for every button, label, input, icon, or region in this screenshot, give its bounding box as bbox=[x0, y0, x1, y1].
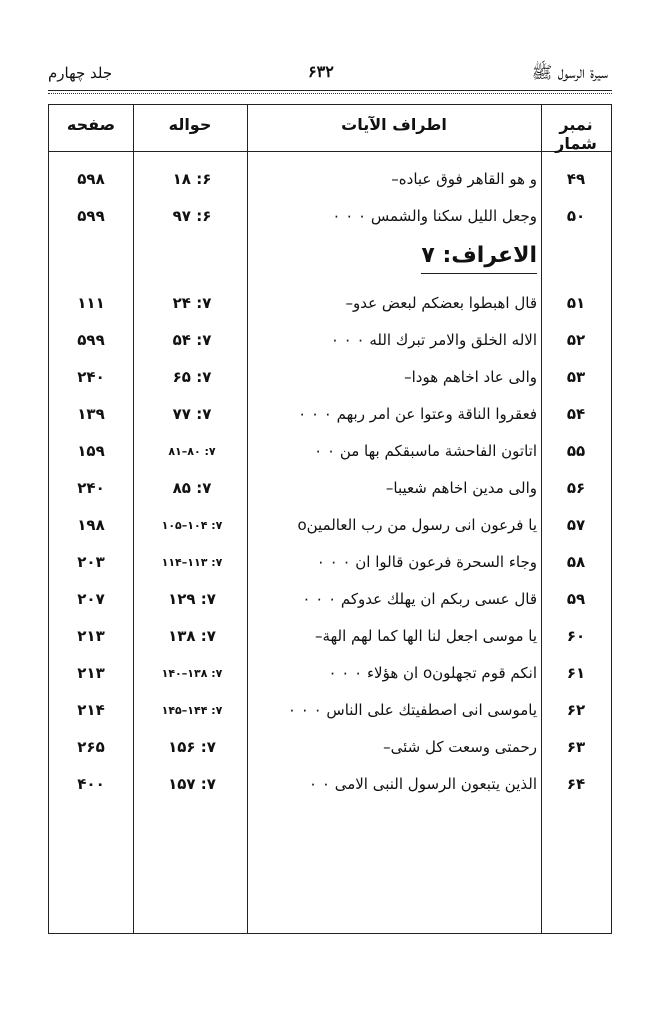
row-verse: فعقروا الناقة وعتوا عن امر ربهم ۰ ۰ ۰ bbox=[298, 405, 537, 423]
column-header-page: صفحه bbox=[66, 115, 116, 134]
row-verse: الذین یتبعون الرسول النبی الامی ۰ ۰ bbox=[309, 775, 537, 793]
table-row bbox=[49, 729, 611, 766]
row-verse: وجاء السحرة فرعون قالوا ان ۰ ۰ ۰ bbox=[316, 553, 537, 571]
row-reference: ۱۴۵–۱۴۴ :۷ bbox=[161, 704, 223, 717]
row-serial: ۵۷ bbox=[566, 516, 586, 534]
row-page: ۴۰۰ bbox=[77, 775, 105, 793]
row-reference: ۸۵ :۷ bbox=[172, 479, 212, 497]
table-row bbox=[49, 766, 611, 803]
table-row bbox=[49, 161, 611, 198]
row-verse: والی مدین اخاهم شعیبا– bbox=[385, 479, 537, 497]
row-page: ۵۹۹ bbox=[77, 331, 105, 349]
row-verse: یا فرعون انی رسول من رب العالمینo bbox=[297, 516, 537, 534]
row-page: ۲۱۳ bbox=[77, 627, 105, 645]
row-reference: ۸۱–۸۰ :۷ bbox=[168, 445, 216, 458]
row-page: ۲۰۳ bbox=[77, 553, 105, 571]
row-reference: ۹۷ :۶ bbox=[172, 207, 212, 225]
table-row bbox=[49, 692, 611, 729]
row-reference: ۱۵۷ :۷ bbox=[168, 775, 216, 793]
row-page: ۵۹۹ bbox=[77, 207, 105, 225]
column-header-verse: اطراف الآیات bbox=[341, 115, 447, 134]
row-verse: انکم قوم تجهلونo ان هؤلاء ۰ ۰ ۰ bbox=[328, 664, 537, 682]
row-serial: ۵۶ bbox=[566, 479, 586, 497]
row-serial: ۶۴ bbox=[566, 775, 586, 793]
row-page: ۲۰۷ bbox=[77, 590, 105, 608]
row-page: ۱۹۸ bbox=[77, 516, 105, 534]
row-reference: ۱۱۴–۱۱۳ :۷ bbox=[161, 556, 223, 569]
row-page: ۱۵۹ bbox=[77, 442, 105, 460]
book-title: سیرة الرسول ﷺ bbox=[531, 63, 608, 83]
row-page: ۲۶۵ bbox=[77, 738, 105, 756]
row-verse: قال اهبطوا بعضکم لبعض عدو– bbox=[345, 294, 537, 312]
page-header bbox=[48, 58, 612, 91]
row-serial: ۵۸ bbox=[566, 553, 586, 571]
section-title: الاعراف: ۷ bbox=[421, 241, 537, 274]
row-page: ۱۳۹ bbox=[77, 405, 105, 423]
row-reference: ۱۴۰–۱۳۸ :۷ bbox=[161, 667, 223, 680]
row-verse: وجعل اللیل سکنا والشمس ۰ ۰ ۰ bbox=[332, 207, 537, 225]
column-header-serial: نمبر شمار bbox=[555, 115, 597, 153]
table-row bbox=[49, 285, 611, 322]
table-row bbox=[49, 470, 611, 507]
row-verse: الاله الخلق والامر تبرك الله ۰ ۰ ۰ bbox=[330, 331, 537, 349]
row-serial: ۵۰ bbox=[566, 207, 586, 225]
row-reference: ۵۴ :۷ bbox=[172, 331, 212, 349]
row-serial: ۶۲ bbox=[566, 701, 586, 719]
table-row bbox=[49, 655, 611, 692]
row-reference: ۱۸ :۶ bbox=[172, 170, 212, 188]
table-row bbox=[49, 322, 611, 359]
table-row bbox=[49, 581, 611, 618]
page-number: ۶۳۲ bbox=[308, 62, 334, 81]
row-verse: والی عاد اخاهم هودا– bbox=[404, 368, 537, 386]
table-row bbox=[49, 396, 611, 433]
row-reference: ۲۴ :۷ bbox=[172, 294, 212, 312]
row-page: ۲۱۴ bbox=[77, 701, 105, 719]
row-verse: یا موسی اجعل لنا الها کما لهم الهة– bbox=[315, 627, 537, 645]
row-verse: اتاتون الفاحشة ماسبقکم بها من ۰ ۰ bbox=[314, 442, 537, 460]
table-row bbox=[49, 359, 611, 396]
table-row bbox=[49, 198, 611, 235]
row-serial: ۵۳ bbox=[566, 368, 586, 386]
row-page: ۵۹۸ bbox=[77, 170, 105, 188]
volume-label: جلد چهارم bbox=[48, 64, 113, 82]
table-row bbox=[49, 507, 611, 544]
row-serial: ۵۴ bbox=[566, 405, 586, 423]
row-verse: یاموسی انی اصطفیتك علی الناس ۰ ۰ ۰ bbox=[287, 701, 537, 719]
row-serial: ۶۳ bbox=[566, 738, 586, 756]
index-table bbox=[48, 104, 612, 934]
row-page: ۲۱۳ bbox=[77, 664, 105, 682]
row-reference: ۱۲۹ :۷ bbox=[168, 590, 216, 608]
header-row-divider bbox=[49, 151, 611, 152]
row-serial: ۴۹ bbox=[566, 170, 586, 188]
column-header-reference: حواله bbox=[168, 115, 212, 134]
table-row bbox=[49, 618, 611, 655]
row-page: ۲۴۰ bbox=[77, 479, 105, 497]
row-serial: ۵۲ bbox=[566, 331, 586, 349]
row-reference: ۶۵ :۷ bbox=[172, 368, 212, 386]
row-serial: ۵۱ bbox=[566, 294, 586, 312]
row-reference: ۷۷ :۷ bbox=[172, 405, 212, 423]
table-row bbox=[49, 433, 611, 470]
row-verse: و هو القاهر فوق عباده– bbox=[391, 170, 537, 188]
row-reference: ۱۵۶ :۷ bbox=[168, 738, 216, 756]
row-serial: ۶۰ bbox=[566, 627, 586, 645]
row-serial: ۵۹ bbox=[566, 590, 586, 608]
row-reference: ۱۰۵–۱۰۴ :۷ bbox=[161, 519, 223, 532]
row-serial: ۵۵ bbox=[566, 442, 586, 460]
row-verse: رحمتی وسعت کل شئی– bbox=[383, 738, 537, 756]
row-verse: قال عسی ربکم ان یهلك عدوکم ۰ ۰ ۰ bbox=[302, 590, 537, 608]
row-reference: ۱۳۸ :۷ bbox=[168, 627, 216, 645]
row-serial: ۶۱ bbox=[566, 664, 586, 682]
header-divider bbox=[48, 93, 612, 94]
table-row bbox=[49, 544, 611, 581]
row-page: ۲۴۰ bbox=[77, 368, 105, 386]
row-page: ۱۱۱ bbox=[77, 294, 105, 312]
section-heading bbox=[247, 237, 537, 277]
